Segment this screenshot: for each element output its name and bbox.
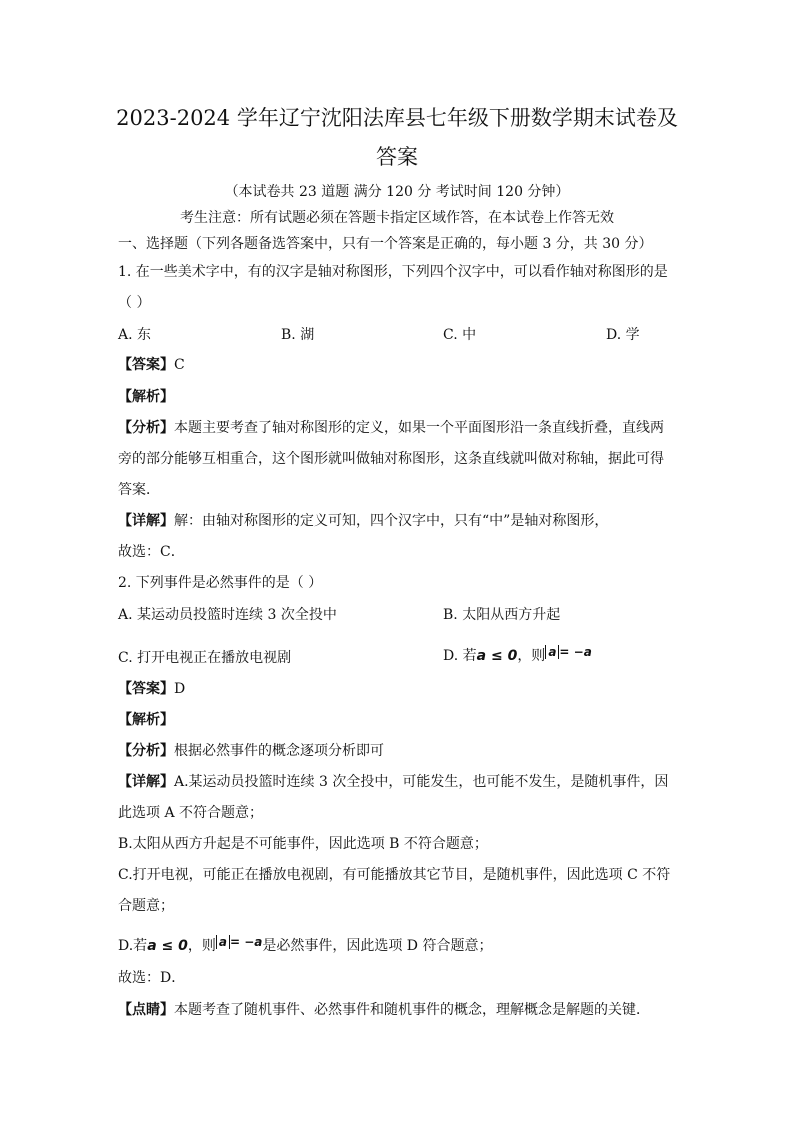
xiangjie-label: 【详解】 [118, 513, 174, 529]
q2-dianjing [118, 999, 650, 1019]
detail-d-prefix: D.若 [118, 938, 148, 954]
q2-option-a: A. 某运动员投篮时连续 3 次全投中 [118, 607, 337, 623]
then-word: ，则 [187, 938, 216, 954]
q2-detail-b: B.太阳从西方升起是不可能事件，因此选项 B 不符合题意； [118, 836, 488, 852]
q2-detail-c-line2: 合题意； [118, 898, 174, 914]
detail-a-text: A.某运动员投篮时连续 3 次全投中，可能发生，也可能不发生，是随机事件，因 [174, 774, 669, 790]
q1-option-c: C. 中 [443, 327, 477, 343]
absolute-value: a [216, 935, 230, 949]
q1-fenxi-line1 [118, 417, 664, 437]
q1-answer [118, 354, 185, 374]
option-d-prefix: D. 若 [443, 648, 477, 664]
q2-answer [118, 678, 185, 698]
q1-option-d: D. 学 [606, 327, 640, 343]
answer-label: 【答案】 [118, 357, 174, 373]
detail-d-suffix: 是必然事件，因此选项 D 符合题意； [262, 938, 493, 954]
condition-formula: a ≤ 0 [476, 648, 518, 664]
dianjing-label: 【点睛】 [118, 1002, 174, 1018]
q2-detail-d [118, 935, 492, 955]
exam-info: （本试卷共 23 道题 满分 120 分 考试时间 120 分钟） [224, 184, 570, 200]
q2-detail-a-line1 [118, 771, 668, 791]
equation-rhs: = −a [229, 935, 263, 949]
q1-xiangjie [118, 510, 608, 530]
q1-stem-line2: （ ） [118, 295, 151, 311]
answer-value: D [174, 681, 186, 697]
dianjing-text: 本题考查了随机事件、必然事件和随机事件的概念，理解概念是解题的关键． [174, 1002, 650, 1018]
absolute-value: a [545, 645, 559, 659]
q2-conclusion: 故选：D． [118, 970, 186, 986]
equation-rhs: = −a [559, 645, 592, 659]
q2-fenxi [118, 740, 384, 760]
q2-option-b: B. 太阳从西方升起 [443, 607, 561, 623]
q2-detail-c-line1: C.打开电视，可能正在播放电视剧，有可能播放其它节目，是随机事件，因此选项 C 不符 [118, 867, 671, 883]
answer-label: 【答案】 [118, 681, 174, 697]
q2-stem: 2. 下列事件是必然事件的是（ ） [118, 575, 323, 591]
q1-option-b: B. 湖 [281, 327, 315, 343]
fenxi-text: 根据必然事件的概念逐项分析即可 [174, 743, 384, 759]
fenxi-text: 本题主要考查了轴对称图形的定义，如果一个平面图形沿一条直线折叠，直线两 [174, 420, 664, 436]
xiangjie-text: 解：由轴对称图形的定义可知，四个汉字中，只有“中”是轴对称图形， [174, 513, 609, 529]
q1-fenxi-line3: 答案． [118, 482, 160, 498]
title-line-1: 2023-2024 学年辽宁沈阳法库县七年级下册数学期末试卷及 [116, 106, 678, 130]
q1-fenxi-line2: 旁的部分能够互相重合，这个图形就叫做轴对称图形，这条直线就叫做对称轴，据此可得 [118, 451, 664, 467]
q1-stem-line1: 1. 在一些美术字中，有的汉字是轴对称图形，下列四个汉字中，可以看作轴对称图形的是 [118, 264, 668, 280]
then-word: ，则 [517, 648, 546, 664]
answer-value: C [174, 357, 185, 373]
q2-option-c: C. 打开电视正在播放电视剧 [118, 650, 292, 666]
q1-option-a: A. 东 [118, 327, 152, 343]
xiangjie-label: 【详解】 [118, 774, 174, 790]
fenxi-label: 【分析】 [118, 420, 174, 436]
title-line-2: 答案 [376, 145, 418, 169]
exam-notice: 考生注意：所有试题必须在答题卡指定区域作答，在本试卷上作答无效 [180, 210, 614, 226]
q2-option-d [443, 645, 592, 665]
q2-detail-a-line2: 此选项 A 不符合题意； [118, 805, 264, 821]
fenxi-label: 【分析】 [118, 743, 174, 759]
q1-analysis-label: 【解析】 [118, 389, 174, 405]
section-heading: 一、选择题（下列各题备选答案中，只有一个答案是正确的，每小题 3 分，共 30 分） [118, 236, 653, 252]
q1-conclusion: 故选：C． [118, 544, 185, 560]
condition-formula: a ≤ 0 [147, 938, 188, 954]
q2-analysis-label: 【解析】 [118, 712, 174, 728]
